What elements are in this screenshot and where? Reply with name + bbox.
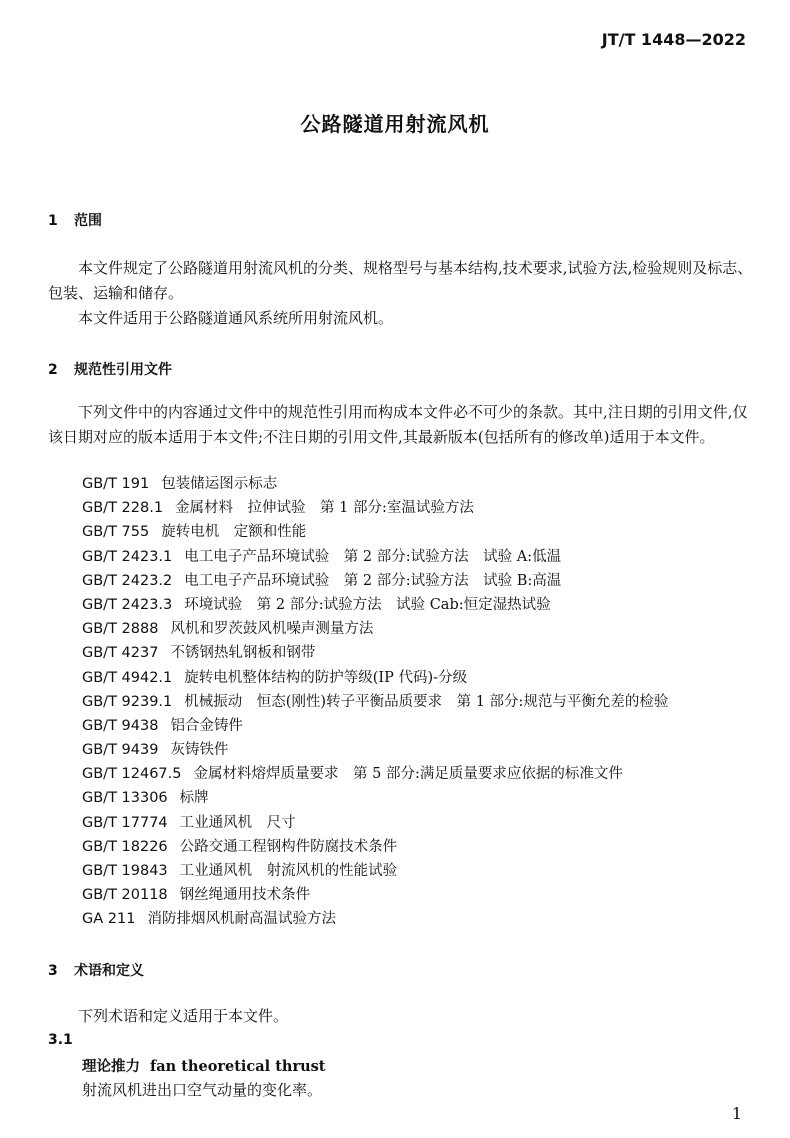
reference-item: GB/T 9239.1 机械振动 恒态(刚性)转子平衡品质要求 第 1 部分:规范与平衡允差的检验 [82,693,669,710]
document-title: 公路隧道用射流风机 [300,112,490,136]
reference-item: GB/T 4942.1 旋转电机整体结构的防护等级(IP 代码)-分级 [82,669,468,686]
section-heading-normative-references [48,359,172,379]
terms-intro-paragraph: 下列术语和定义适用于本文件。 [78,1007,289,1025]
page-number: 1 [731,1104,742,1123]
section-number: 1 [48,213,58,229]
reference-item: GB/T 2423.2 电工电子产品环境试验 第 2 部分:试验方法 试验 B:高温 [82,572,562,589]
term-english: fan theoretical thrust [150,1058,326,1075]
reference-item: GB/T 13306 标牌 [82,790,209,807]
reference-item: GB/T 4237 不锈钢热轧钢板和钢带 [82,645,316,662]
reference-item: GB/T 2423.1 电工电子产品环境试验 第 2 部分:试验方法 试验 A:低温 [82,548,562,565]
reference-item: GB/T 2423.3 环境试验 第 2 部分:试验方法 试验 Cab:恒定湿热试验 [82,596,551,613]
reference-item: GB/T 228.1 金属材料 拉伸试验 第 1 部分:室温试验方法 [82,500,474,517]
reference-list [82,472,668,932]
reference-item: GB/T 2888 风机和罗茨鼓风机噪声测量方法 [82,621,374,638]
term-chinese: 理论推力 [82,1059,140,1075]
section-title: 规范性引用文件 [74,362,172,378]
term-entry [82,1055,326,1076]
reference-item: GB/T 19843 工业通风机 射流风机的性能试验 [82,863,398,879]
reference-item: GB/T 20118 钢丝绳通用技术条件 [82,887,311,904]
scope-paragraph-2: 本文件适用于公路隧道通风系统所用射流风机。 [78,309,394,327]
reference-item: GB/T 9439 灰铸铁件 [82,742,229,759]
section-title: 术语和定义 [74,963,144,979]
section-heading-scope [48,210,102,230]
reference-item: GB/T 9438 铝合金铸件 [82,717,243,734]
section-title: 范围 [74,213,102,229]
scope-paragraph-1: 本文件规定了公路隧道用射流风机的分类、规格型号与基本结构,技术要求,试验方法,检验规则及标志、包装、运输和储存。 [48,259,753,302]
normative-intro-paragraph: 下列文件中的内容通过文件中的规范性引用而构成本文件必不可少的条款。其中,注日期的引用文件,仅该日期对应的版本适用于本文件;不注日期的引用文件,其最新版本(包括所有的修改单)适用于本文件。 [48,403,748,446]
section-heading-terms [48,960,144,980]
reference-item: GB/T 755 旋转电机 定额和性能 [82,524,307,541]
term-definition: 射流风机进出口空气动量的变化率。 [82,1081,323,1099]
document-code: JT/T 1448—2022 [601,30,746,49]
reference-item: GA 211 消防排烟风机耐高温试验方法 [82,911,336,928]
section-number: 2 [48,362,58,378]
reference-item: GB/T 17774 工业通风机 尺寸 [82,814,296,831]
reference-item: GB/T 191 包装储运图示标志 [82,476,278,492]
reference-item: GB/T 12467.5 金属材料熔焊质量要求 第 5 部分:满足质量要求应依据的标准文件 [82,766,623,783]
reference-item: GB/T 18226 公路交通工程钢构件防腐技术条件 [82,838,398,855]
term-number: 3.1 [48,1032,73,1048]
section-number: 3 [48,963,58,979]
